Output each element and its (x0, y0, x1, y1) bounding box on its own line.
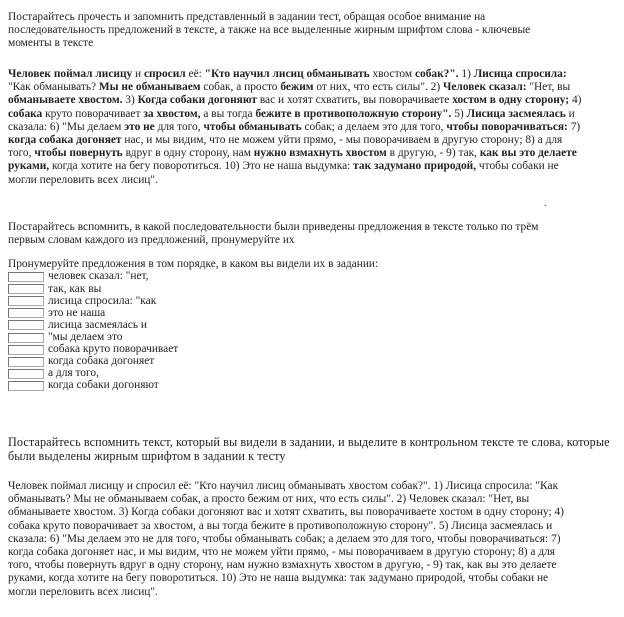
order-number-input[interactable] (8, 333, 44, 343)
story-run: вдруг в одну сторону, нам (122, 147, 254, 160)
sentence-order-list (8, 271, 178, 392)
story-run: а вы тогда (200, 107, 256, 120)
story-run: вас и хотят схватить, вы поворачиваете (256, 94, 453, 107)
order-item-label: лисица спросила: "как (48, 294, 157, 307)
story-bold-run: Лисица засмеялась (466, 107, 566, 120)
story-run: её: (185, 68, 205, 80)
order-item (8, 331, 178, 343)
order-number-input[interactable] (8, 284, 44, 294)
story-bold-run: как вы это делаете руками, (8, 147, 577, 173)
order-item-label: "мы делаем это (48, 330, 123, 343)
story-bold-run: за хвостом, (143, 107, 201, 120)
story-run: 3) (122, 94, 138, 107)
order-number-input[interactable] (8, 320, 44, 330)
order-item-label: человек сказал: "нет, (48, 270, 149, 283)
control-text[interactable]: Человек поймал лисицу и спросил её: "Кто научил лисиц обманывать хвостом собак?". 1) Лисица спросила: "Как обманывать? Мы не обманываем собак, а просто бежим от них, что есть силы". 2) Человек сказал: "Нет, вы обманываете хвостом. 3) Когда собаки догоняют вас и хотят схватить, вы поворачиваете хостом в одну сторону; 4) собака круто поворачивает за хвостом, а вы тогда бежите в противоположную сторону". 5) Лисица засмеялась и сказала: 6) "Мы делаем это не для того, чтобы обманывать собак; а делаем это для того, чтобы поворачиваться: 7) когда собака догоняет нас, и мы видим, что не можем уйти прямо, - мы поворачиваем в другую сторону; 8) а для того, чтобы повернуть вдруг в одну сторону, нам нужно взмахнуть хвостом в другую, - 9) так, как вы это делаете руками, когда хотите на бегу поворотиться. 10) Это не наша выдумка: так задумано природой, чтобы собаки не могли переловить всех лисиц". (8, 480, 564, 598)
story-run: "Как обманывать? (8, 81, 99, 94)
order-number-input[interactable] (8, 369, 44, 379)
story-bold-run: чтобы обманывать (203, 120, 302, 133)
story-bold-run: Человек сказал: (443, 81, 527, 94)
story-bold-run: Мы не обманываем (98, 81, 201, 94)
story-bold-run: спросил (144, 68, 186, 80)
story-run: круто поворачивает (42, 107, 144, 120)
story-bold-run: хостом в одну сторону; (452, 94, 570, 107)
order-item-label: это не наша (48, 306, 106, 319)
story-run: 1) (458, 68, 474, 80)
story-run: 7) (567, 120, 581, 133)
story-bold-run: "Кто научил лисиц обманывать (204, 68, 370, 80)
story-bold-run: Когда собаки догоняют (137, 94, 257, 107)
order-item (8, 307, 178, 319)
story-bold-run: когда собака догоняет (8, 134, 122, 147)
story-run: в другую, - 9) так, (386, 147, 480, 160)
story-bold-run: так задумано природой, (353, 160, 477, 173)
story-run: чтобы собаки не могли переловить всех лисиц". (8, 160, 559, 186)
story-run: когда хотите на бегу поворотиться. 10) Это не наша выдумка: (49, 160, 354, 173)
story-bold-run: собака (8, 107, 43, 120)
story-bold-run: чтобы повернуть (34, 147, 123, 160)
story-run: собак; а делаем это для того, (301, 120, 447, 133)
story-bold-run: обманываете хвостом. (8, 94, 123, 107)
order-item (8, 295, 178, 307)
order-item-label: когда собаки догоняют (48, 379, 159, 392)
order-number-input[interactable] (8, 296, 44, 306)
story-run: для того, (154, 120, 204, 133)
story-bold-run: собак?". (414, 68, 459, 80)
order-number-input[interactable] (8, 357, 44, 367)
story-run: 5) (451, 107, 467, 120)
stray-dot: . (544, 198, 547, 209)
order-item-label: собака круто поворачивает (48, 343, 179, 356)
story-bold-run: Лисица спросила: (473, 68, 567, 80)
order-item-label: когда собака догоняет (48, 355, 155, 368)
order-item (8, 283, 178, 295)
story-run: собак, а просто (200, 81, 281, 94)
numbering-instruction: Пронумеруйте предложения в том порядке, в каком вы видели их в задании: (8, 258, 379, 270)
order-number-input[interactable] (8, 345, 44, 355)
story-bold-run: Человек поймал лисицу (8, 68, 133, 80)
order-item (8, 344, 178, 356)
story-run: и (132, 68, 144, 80)
story-run: 4) (569, 94, 582, 107)
story-run: "Нет, вы (526, 81, 571, 94)
story-run: и сказала: 6) "Мы делаем (8, 107, 575, 133)
order-number-input[interactable] (8, 272, 44, 282)
order-item (8, 380, 178, 392)
story-bold-run: нужно взмахнуть хвостом (253, 147, 387, 160)
order-item (8, 368, 178, 380)
story-bold-run: бежите в противоположную сторону". (255, 107, 452, 120)
story-text (8, 68, 586, 187)
order-item (8, 271, 178, 283)
story-bold-run: бежим (280, 81, 314, 94)
story-bold-run: чтобы поворачиваться: (446, 120, 568, 133)
order-number-input[interactable] (8, 381, 44, 391)
intro-instruction: Постарайтесь прочесть и запомнить представленный в задании тест, обращая особое внимание на последовательность предложений в тексте, а также на все выделенные жирным шрифтом слова - ключевые моменты в тексте (8, 11, 531, 50)
highlight-instruction: Постарайтесь вспомнить текст, который вы видели в задании, и выделите в контрольном тексте те слова, которые были выделены жирным шрифтом в задании к тесту (8, 435, 610, 463)
order-item (8, 319, 178, 331)
recall-instruction: Постарайтесь вспомнить, в какой последовательности были приведены предложения в тексте только по трём первым словам каждого из предложений, пронумеруйте их (8, 221, 539, 247)
order-number-input[interactable] (8, 308, 44, 318)
order-item-label: лисица засмеялась и (48, 318, 147, 331)
story-run: от них, что есть силы". 2) (313, 81, 444, 94)
story-run: хвостом (369, 68, 415, 80)
story-bold-run: это не (124, 120, 155, 133)
order-item-label: а для того, (48, 367, 99, 380)
order-item (8, 356, 178, 368)
story-run: нас, и мы видим, что не можем уйти прямо, - мы поворачиваем в другую сторону; 8) а для того, (8, 134, 563, 160)
order-item-label: так, как вы (48, 282, 102, 295)
